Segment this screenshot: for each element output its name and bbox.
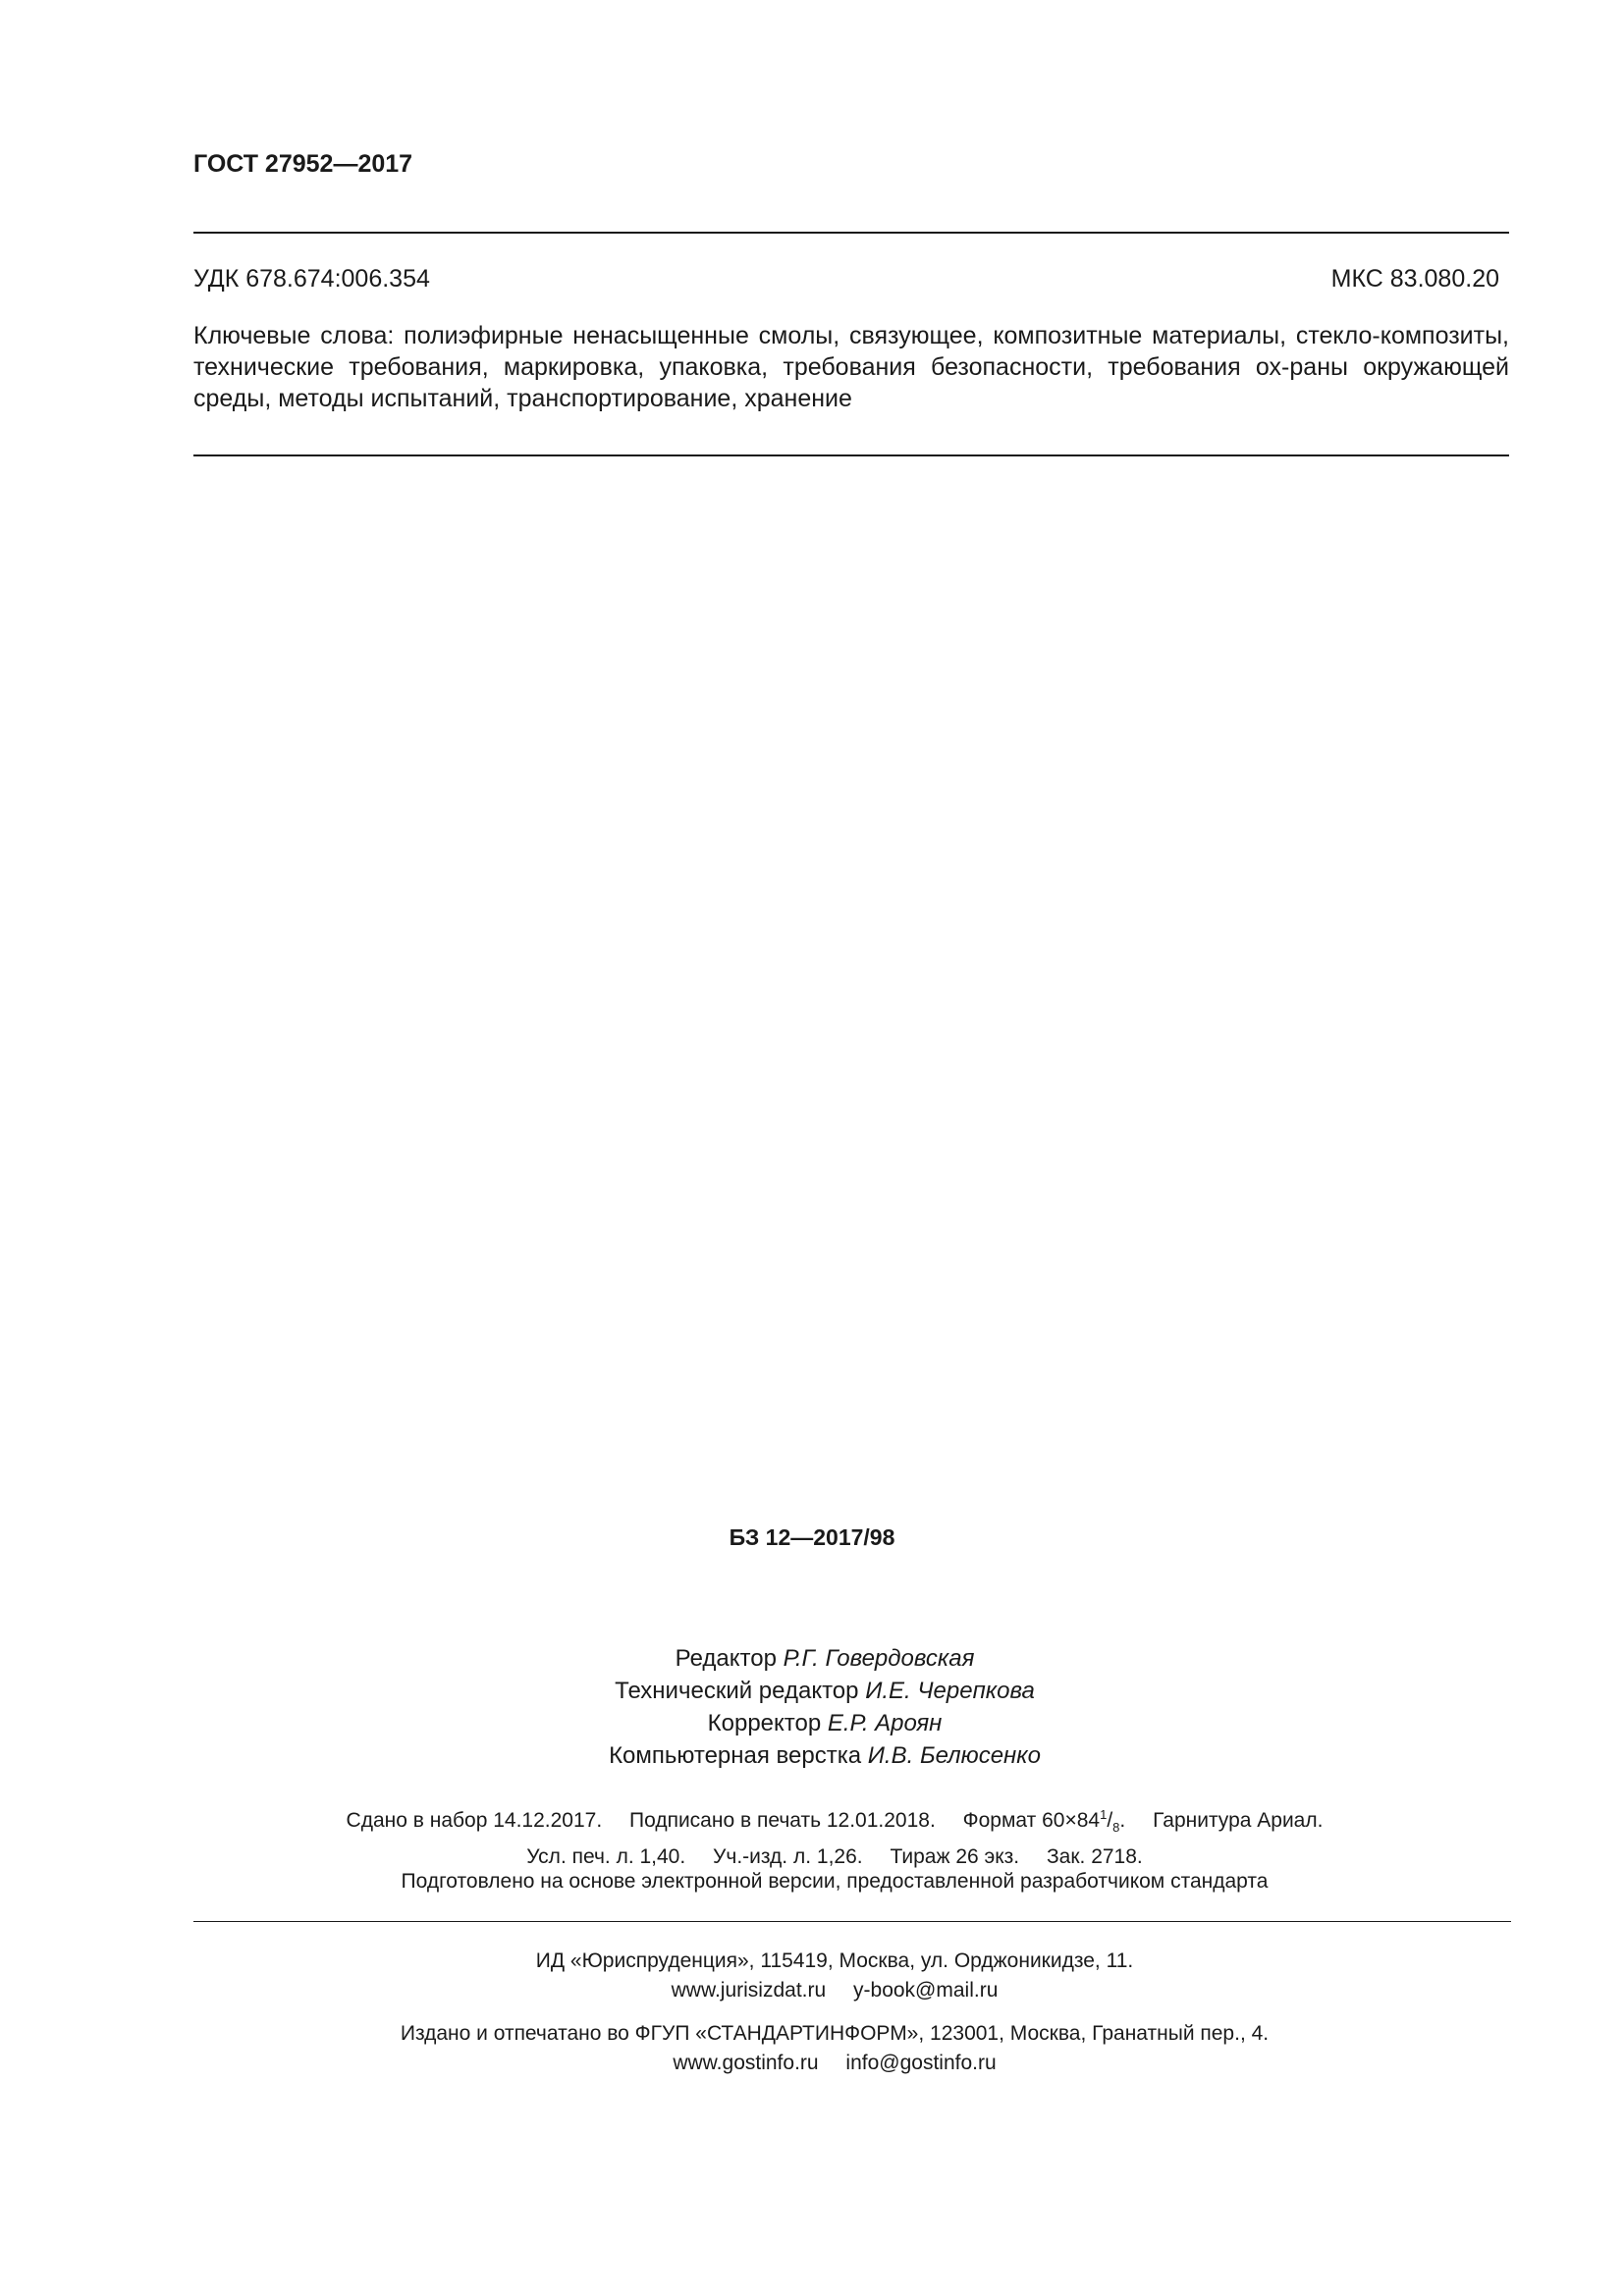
imprint-line-2: Усл. печ. л. 1,40. Уч.-изд. л. 1,26. Тираж 26 экз. Зак. 2718. xyxy=(526,1845,1143,1869)
prepared-note: Подготовлено на основе электронной версии, предоставленной разработчиком стандарта xyxy=(401,1870,1269,1893)
document-designation: ГОСТ 27952—2017 xyxy=(193,150,413,178)
keywords-divider xyxy=(193,454,1509,456)
publisher-standartinform-address: Издано и отпечатано во ФГУП «СТАНДАРТИНФОРМ», 123001, Москва, Гранатный пер., 4. xyxy=(400,2022,1270,2045)
credit-layout: Компьютерная верстка И.В. Белюсенко xyxy=(609,1742,1041,1769)
publisher-jurisizdat-email[interactable]: y-book@mail.ru xyxy=(853,1979,999,2002)
credit-tech-editor: Технический редактор И.Е. Черепкова xyxy=(615,1678,1035,1704)
format-value: Формат $60\times 84^1/_8$. xyxy=(962,1807,1126,1836)
imprint-block xyxy=(275,1800,1394,1872)
mks-code: МКС 83.080.20 xyxy=(1330,265,1499,293)
publisher-jurisizdat xyxy=(275,1947,1394,2005)
bz-number: БЗ 12—2017/98 xyxy=(729,1524,895,1550)
udk-code: УДК 678.674:006.354 xyxy=(193,265,430,293)
credit-corrector: Корректор Е.Р. Ароян xyxy=(707,1710,943,1736)
publisher-standartinform-email[interactable]: info@gostinfo.ru xyxy=(845,2052,997,2074)
imprint-line-1: Сдано в набор 14.12.2017. Подписано в печать 12.01.2018. Формат $60\times 84^1/_8$. Гарнитура Ариал. xyxy=(346,1807,1324,1836)
publisher-divider xyxy=(193,1921,1511,1922)
publisher-jurisizdat-site[interactable]: www.jurisizdat.ru xyxy=(671,1979,827,2002)
keywords-paragraph xyxy=(193,320,1509,414)
keywords-text: полиэфирные ненасыщенные смолы, связующее, композитные материалы, стекло-композиты, технические требования, маркировка, упаковка, требования безопасности, требования ох-раны окружающей среды, методы испытаний, транспортирование, хранение xyxy=(193,322,1509,412)
keywords-label: Ключевые слова: xyxy=(193,322,395,349)
publisher-jurisizdat-contacts xyxy=(275,1976,1394,2005)
publisher-jurisizdat-address: ИД «Юриспруденция», 115419, Москва, ул. Орджоникидзе, 11. xyxy=(535,1949,1134,1972)
publisher-standartinform xyxy=(275,2019,1394,2078)
publisher-standartinform-site[interactable]: www.gostinfo.ru xyxy=(673,2052,819,2074)
publisher-standartinform-contacts xyxy=(275,2049,1394,2078)
credits-block xyxy=(589,1642,1060,1772)
credit-editor: Редактор Р.Г. Говердовская xyxy=(675,1645,975,1672)
top-divider xyxy=(193,232,1509,234)
